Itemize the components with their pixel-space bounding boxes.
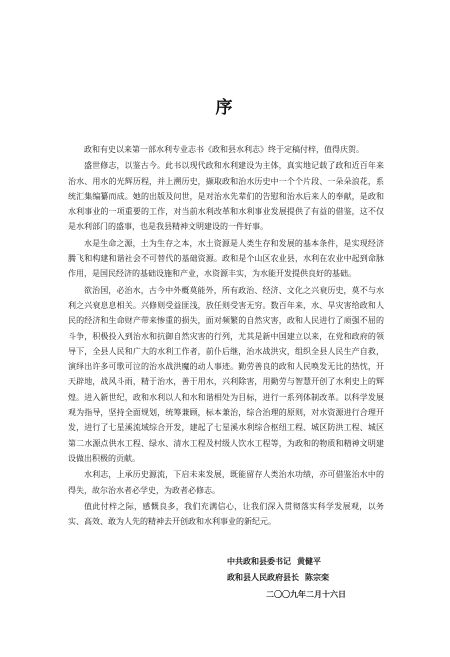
paragraph: 盛世修志，以鉴古今。此书以现代政和水利建设为主体，真实地记载了政和近百年来治水、用水的光辉历程，并上溯历史，撷取政和治水历史中一个个片段、一朵朵浪花，系统汇集编纂而成。她的出版及问世，是对治水先辈们的告慰和治水后来人的奉献，是政和水利事业的一项重要的工作，对当前水利改革和水利事业发展提供了有益的借鉴，这不仅是水利部门的盛事，也是我县精神文明建设的一件好事。 (68, 161, 384, 232)
signature-name: 陈宗栾 (305, 572, 329, 582)
signature-date: 二〇〇九年二月十六日 (266, 589, 346, 599)
signature-line (227, 569, 329, 585)
signature-org: 中共政和县委书记 (227, 556, 291, 566)
paragraph: 欲治国，必治水，古今中外概莫能外，所有政治、经济、文化之兴衰历史，莫不与水利之兴衰息息相关。兴修则受益匪浅，放任则受害无穷。数百年来，水、旱灾害给政和人民的经济和生命财产带来惨重的损失，面对频繁的自然灾害，政和人民进行了顽强不屈的斗争，积极投入到治水和抗御自然灾害的行列，尤其是新中国建立以来，在党和政府的领导下，全县人民和广大的水利工作者，前仆后继，治水战洪灾，组织全县人民生产自救，演绎出许多可歌可泣的治水战洪魔的动人事迹。勤劳善良的政和人民唤发无比的热忱，开天辟地，战风斗雨，精于治水，善于用水，兴利除害，用勤劳与智慧开创了水利史上的辉煌。进入新世纪，政和水利以人和水和谐相处为目标，进行一系列体制改革。以科学发展观为指导，坚持全面规划，统筹兼顾，标本兼治，综合治理的原则，对水资源进行合理开发，进行了七星溪流域综合开发，建起了七星溪水利综合枢纽工程、城区防洪工程、城区第二水源点供水工程、绿水、清水工程及村级人饮水工程等，为政和的物质和精神文明建设做出积极的贡献。 (68, 285, 384, 463)
signature-org: 政和县人民政府县长 (227, 572, 299, 582)
signature-line (227, 553, 321, 569)
paragraph: 政和有史以来第一部水利专业志书《政和县水利志》终于定稿付梓，值得庆贺。 (84, 145, 364, 154)
paragraph: 水是生命之源，土为生存之本，水土资源是人类生存和发展的基本条件，是实现经济腾飞和构建和谐社会不可替代的基础资源。政和是个山区农业县，水利在农业中起到命脉作用，是国民经济的基础设施和产业，水资源丰实，为水能开发提供良好的基础。 (68, 238, 384, 279)
preface-body (68, 142, 384, 530)
page-title: 序 (215, 98, 235, 118)
paragraph: 水利志，上承历史源流，下启未来发展，既能留存人类治水功绩，亦可借鉴治水中的得失，故尔治水者必学史，为政者必修志。 (68, 470, 384, 495)
paragraph: 值此付梓之际，感慨良多，我们充满信心，让我们深入贯彻落实科学发展观，以务实、高效、敢为人先的精神去开创政和水利事业的新纪元。 (68, 501, 384, 527)
signature-name: 黄健平 (297, 556, 321, 566)
